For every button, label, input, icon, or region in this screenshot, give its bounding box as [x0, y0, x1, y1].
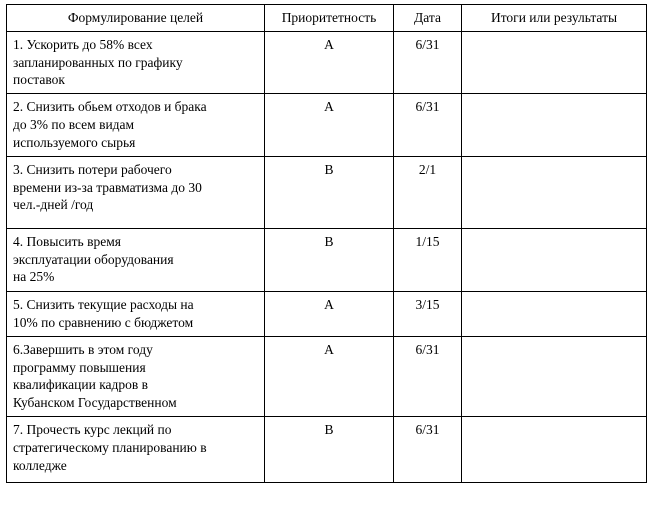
goal-line: эксплуатации оборудования: [13, 251, 174, 267]
cell-goal: [7, 291, 265, 336]
goal-line: 10% по сравнению с бюджетом: [13, 314, 194, 330]
cell-priority: B: [265, 156, 394, 228]
goal-line: 7. Прочесть курс лекций по: [13, 421, 172, 437]
cell-priority: A: [265, 94, 394, 156]
cell-date: 6/31: [394, 31, 462, 93]
table-row: [7, 416, 647, 482]
table-row: [7, 156, 647, 228]
cell-goal: [7, 416, 265, 482]
table-header: [7, 5, 647, 32]
goal-line: чел.-дней /год: [13, 197, 94, 213]
cell-date: 6/31: [394, 336, 462, 416]
column-header-priority: Приоритетность: [265, 5, 394, 32]
cell-date: 3/15: [394, 291, 462, 336]
cell-priority: B: [265, 416, 394, 482]
cell-results[interactable]: [462, 336, 647, 416]
cell-priority: A: [265, 336, 394, 416]
cell-priority: A: [265, 291, 394, 336]
goal-line: колледже: [13, 457, 67, 473]
cell-goal: [7, 156, 265, 228]
goal-line: квалификации кадров в: [13, 377, 149, 393]
cell-date: 1/15: [394, 228, 462, 291]
cell-results[interactable]: [462, 156, 647, 228]
table-row: [7, 228, 647, 291]
column-header-date: Дата: [394, 5, 462, 32]
goal-line: 6.Завершить в этом году: [13, 341, 153, 357]
cell-goal: [7, 94, 265, 156]
cell-date: 6/31: [394, 94, 462, 156]
table-body: [7, 31, 647, 482]
goal-line: используемого сырья: [13, 134, 136, 150]
goal-line: на 25%: [13, 269, 55, 285]
goal-line: 4. Повысить время: [13, 233, 121, 249]
cell-goal: [7, 31, 265, 93]
goal-line: 3. Снизить потери рабочего: [13, 161, 172, 177]
cell-results[interactable]: [462, 416, 647, 482]
cell-date: 2/1: [394, 156, 462, 228]
column-header-results: Итоги или результаты: [462, 5, 647, 32]
goal-line: поставок: [13, 72, 65, 88]
cell-results[interactable]: [462, 31, 647, 93]
cell-results[interactable]: [462, 94, 647, 156]
goal-line: запланированных по графику: [13, 54, 183, 70]
cell-results[interactable]: [462, 291, 647, 336]
goal-line: 1. Ускорить до 58% всех: [13, 36, 153, 52]
cell-priority: B: [265, 228, 394, 291]
table-row: [7, 31, 647, 93]
table-row: [7, 291, 647, 336]
goal-line: программу повышения: [13, 359, 146, 375]
table-header-row: [7, 5, 647, 32]
cell-priority: A: [265, 31, 394, 93]
goal-line: до 3% по всем видам: [13, 117, 135, 133]
column-header-goal: Формулирование целей: [7, 5, 265, 32]
cell-goal: [7, 228, 265, 291]
table-row: [7, 94, 647, 156]
goals-table: [6, 4, 647, 483]
table-row: [7, 336, 647, 416]
goal-line: 5. Снизить текущие расходы на: [13, 296, 194, 312]
goal-line: Кубанском Государственном: [13, 395, 177, 411]
goal-line: времени из-за травматизма до 30: [13, 179, 202, 195]
goal-line: 2. Снизить обьем отходов и брака: [13, 99, 207, 115]
cell-date: 6/31: [394, 416, 462, 482]
cell-goal: [7, 336, 265, 416]
goal-line: стратегическому планированию в: [13, 439, 207, 455]
cell-results[interactable]: [462, 228, 647, 291]
